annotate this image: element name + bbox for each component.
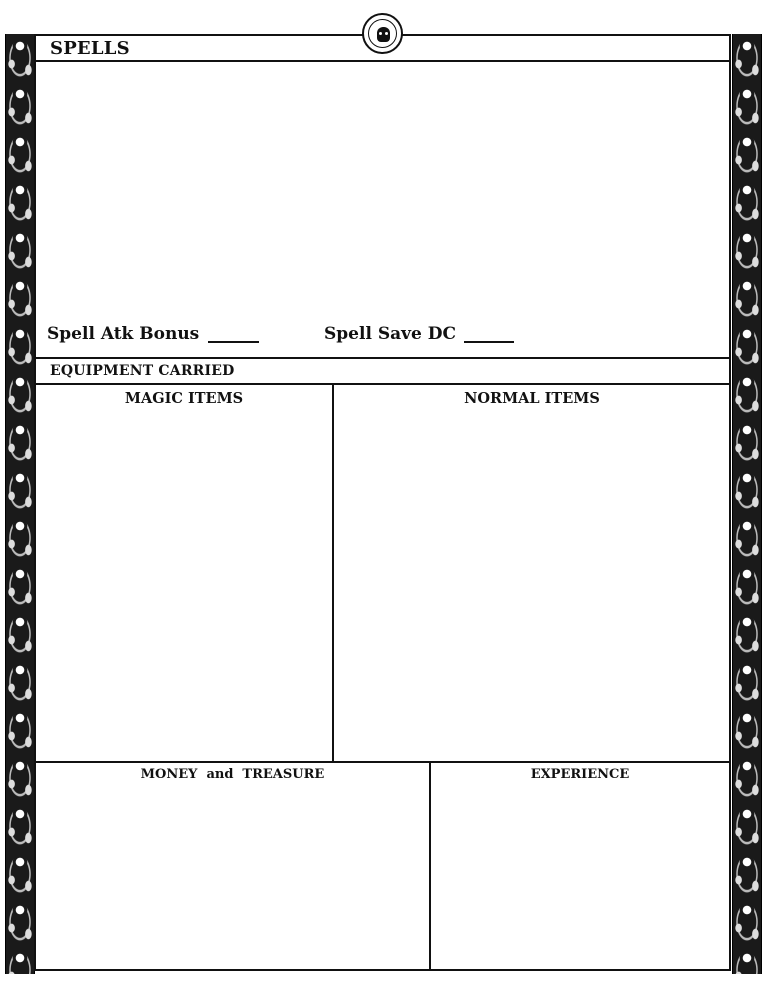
spell-save-dc-field[interactable] bbox=[464, 341, 514, 343]
ornamental-border-right bbox=[732, 34, 762, 974]
spells-section-title: SPELLS bbox=[50, 38, 130, 59]
skull-icon bbox=[377, 27, 390, 42]
spell-atk-bonus-field[interactable] bbox=[208, 341, 259, 343]
skull-seal-icon bbox=[362, 13, 403, 54]
money-treasure-write-area[interactable] bbox=[36, 786, 429, 968]
spells-bottom-divider bbox=[34, 357, 731, 359]
magic-items-write-area[interactable] bbox=[36, 410, 332, 760]
normal-items-heading: NORMAL ITEMS bbox=[464, 390, 600, 407]
experience-write-area[interactable] bbox=[431, 786, 729, 968]
magic-items-heading: MAGIC ITEMS bbox=[124, 390, 244, 407]
and-label: and bbox=[206, 767, 234, 782]
treasure-label: TREASURE bbox=[242, 767, 325, 782]
ornamental-border-left bbox=[5, 34, 35, 974]
spell-save-dc-label: Spell Save DC bbox=[324, 324, 456, 344]
skull-seal-ring bbox=[368, 19, 397, 48]
equipment-bottom-divider bbox=[34, 761, 731, 763]
spells-write-area[interactable] bbox=[36, 62, 729, 320]
spell-atk-bonus-label: Spell Atk Bonus bbox=[47, 324, 200, 344]
normal-items-write-area[interactable] bbox=[334, 410, 729, 760]
money-label: MONEY bbox=[140, 767, 198, 782]
experience-heading: EXPERIENCE bbox=[530, 767, 630, 782]
money-and-treasure-heading bbox=[36, 767, 429, 782]
equipment-header-divider bbox=[34, 383, 731, 385]
equipment-carried-title: EQUIPMENT CARRIED bbox=[50, 363, 235, 379]
